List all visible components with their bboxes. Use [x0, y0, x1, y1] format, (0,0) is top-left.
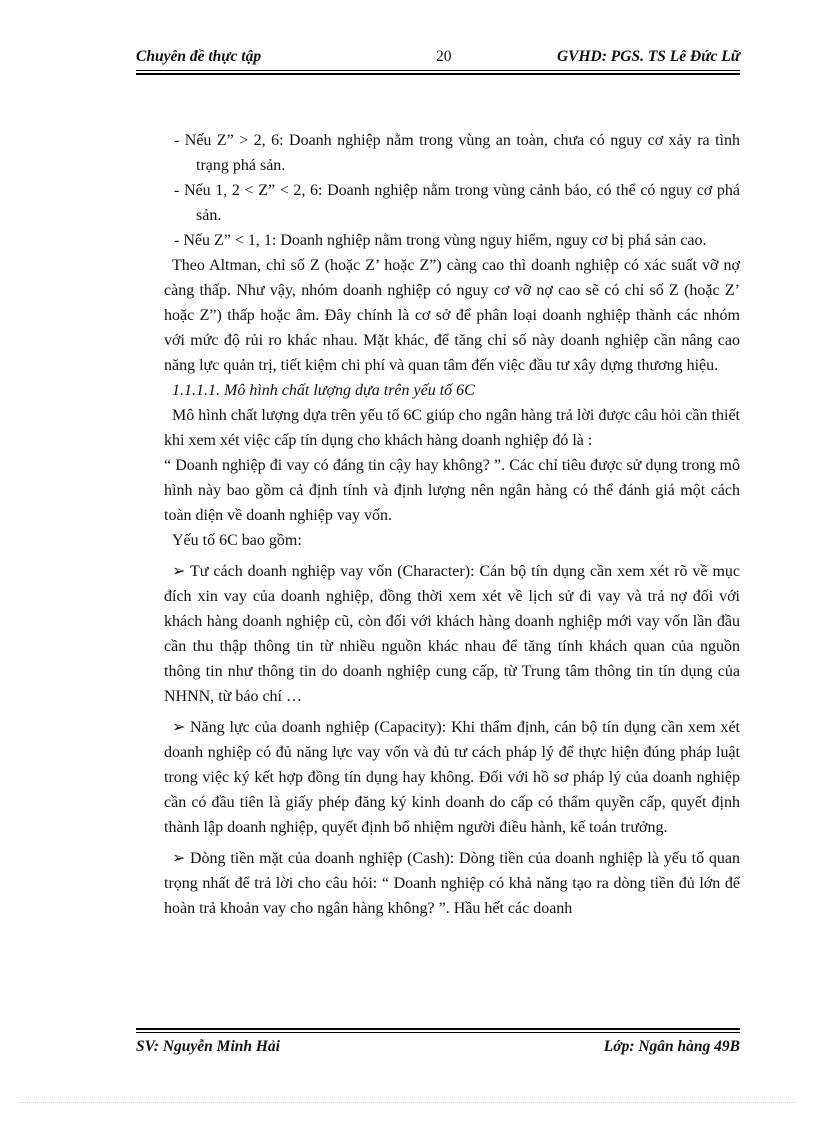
- document-body: [164, 128, 740, 921]
- page-header: [136, 46, 740, 70]
- bullet-cash-text: Dòng tiền mặt của doanh nghiệp (Cash): Dòng tiền của doanh nghiệp là yếu tố quan trọng nhất để trả lời cho câu hỏi: “ Doanh nghiệp có khả năng tạo ra dòng tiền đủ lớn để hoàn trả khoản vay cho ngân hàng không? ”. Hầu hết các doanh: [164, 850, 740, 917]
- header-rule-thin: [136, 70, 740, 71]
- arrow-bullet-icon: ➢: [172, 850, 186, 867]
- footer-student: SV: Nguyễn Minh Hải: [136, 1038, 280, 1055]
- footer-class: Lớp: Ngân hàng 49B: [603, 1038, 740, 1055]
- footer-rule-thin: [136, 1032, 740, 1033]
- paragraph-6c-question: “ Doanh nghiệp đi vay có đáng tin cậy hay không? ”. Các chỉ tiêu được sử dụng trong mô hình này bao gồm cả định tính và định lượng nên ngân hàng có thể đánh giá một cách toàn diện về doanh nghiệp vay vốn.: [164, 457, 740, 524]
- arrow-bullet-icon: ➢: [172, 563, 186, 580]
- list-item-dash-3: - Nếu Z” < 1, 1: Doanh nghiệp nằm trong vùng nguy hiểm, nguy cơ bị phá sản cao.: [174, 232, 707, 249]
- list-item-dash-1: - Nếu Z” > 2, 6: Doanh nghiệp nằm trong vùng an toàn, chưa có nguy cơ xảy ra tình trạng phá sản.: [174, 132, 740, 174]
- paragraph-6c-intro: Mô hình chất lượng dựa trên yếu tố 6C giúp cho ngân hàng trả lời được câu hỏi cần thiết khi xem xét việc cấp tín dụng cho khách hàng doanh nghiệp đó là :: [164, 407, 740, 449]
- bullet-capacity-text: Năng lực của doanh nghiệp (Capacity): Khi thẩm định, cán bộ tín dụng cần xem xét doanh nghiệp có đủ năng lực vay vốn và đủ tư cách pháp lý để thực hiện đúng pháp luật trong việc ký kết hợp đồng tín dụng hay không. Đối với hồ sơ pháp lý của doanh nghiệp cần có đầu tiên là giấy phép đăng ký kinh doanh do cấp có thẩm quyền cấp, quyết định thành lập doanh nghiệp, quyết định bổ nhiệm người điều hành, kế toán trưởng.: [164, 719, 740, 836]
- page-edge-divider: [20, 1102, 796, 1103]
- arrow-bullet-icon: ➢: [172, 719, 186, 736]
- page-number: 20: [436, 48, 452, 65]
- bullet-character-text: Tư cách doanh nghiệp vay vốn (Character): Cán bộ tín dụng cần xem xét rõ về mục đích xin vay của doanh nghiệp, đồng thời xem xét về lịch sử đi vay và trả nợ đối với khách hàng doanh nghiệp cũ, còn đối với khách hàng doanh nghiệp mới vay vốn lần đầu cần thu thập thông tin từ nhiều nguồn khác nhau để tăng tính khách quan của nguồn thông tin như thông tin do doanh nghiệp cung cấp, từ Trung tâm thông tin tín dụng của NHNN, từ báo chí …: [164, 563, 740, 705]
- bullet-cash: [164, 846, 740, 921]
- list-item-dash-2: - Nếu 1, 2 < Z” < 2, 6: Doanh nghiệp nằm trong vùng cảnh báo, có thể có nguy cơ phá sản.: [174, 182, 740, 224]
- footer-rule-thick: [136, 1028, 740, 1030]
- section-heading: 1.1.1.1. Mô hình chất lượng dựa trên yếu tố 6C: [172, 382, 475, 399]
- header-rule-thick: [136, 73, 740, 75]
- paragraph-6c-includes: Yếu tố 6C bao gồm:: [172, 532, 302, 549]
- header-title: Chuyên đề thực tập: [136, 48, 262, 65]
- paragraph-altman: Theo Altman, chỉ số Z (hoặc Z’ hoặc Z”) càng cao thì doanh nghiệp có xác suất vỡ nợ càng thấp. Như vậy, nhóm doanh nghiệp có nguy cơ vỡ nợ cao sẽ có chỉ số Z (hoặc Z’ hoặc Z”) thấp hoặc âm. Đây chính là cơ sở để phân loại doanh nghiệp thành các nhóm với mức độ rủi ro khác nhau. Mặt khác, để tăng chỉ số này doanh nghiệp cần nâng cao năng lực quản trị, tiết kiệm chi phí và quan tâm đến việc đầu tư xây dựng thương hiệu.: [164, 257, 740, 374]
- bullet-capacity: [164, 715, 740, 840]
- page-footer: [136, 1038, 740, 1062]
- bullet-character: [164, 559, 740, 709]
- header-supervisor: GVHD: PGS. TS Lê Đức Lữ: [556, 48, 740, 65]
